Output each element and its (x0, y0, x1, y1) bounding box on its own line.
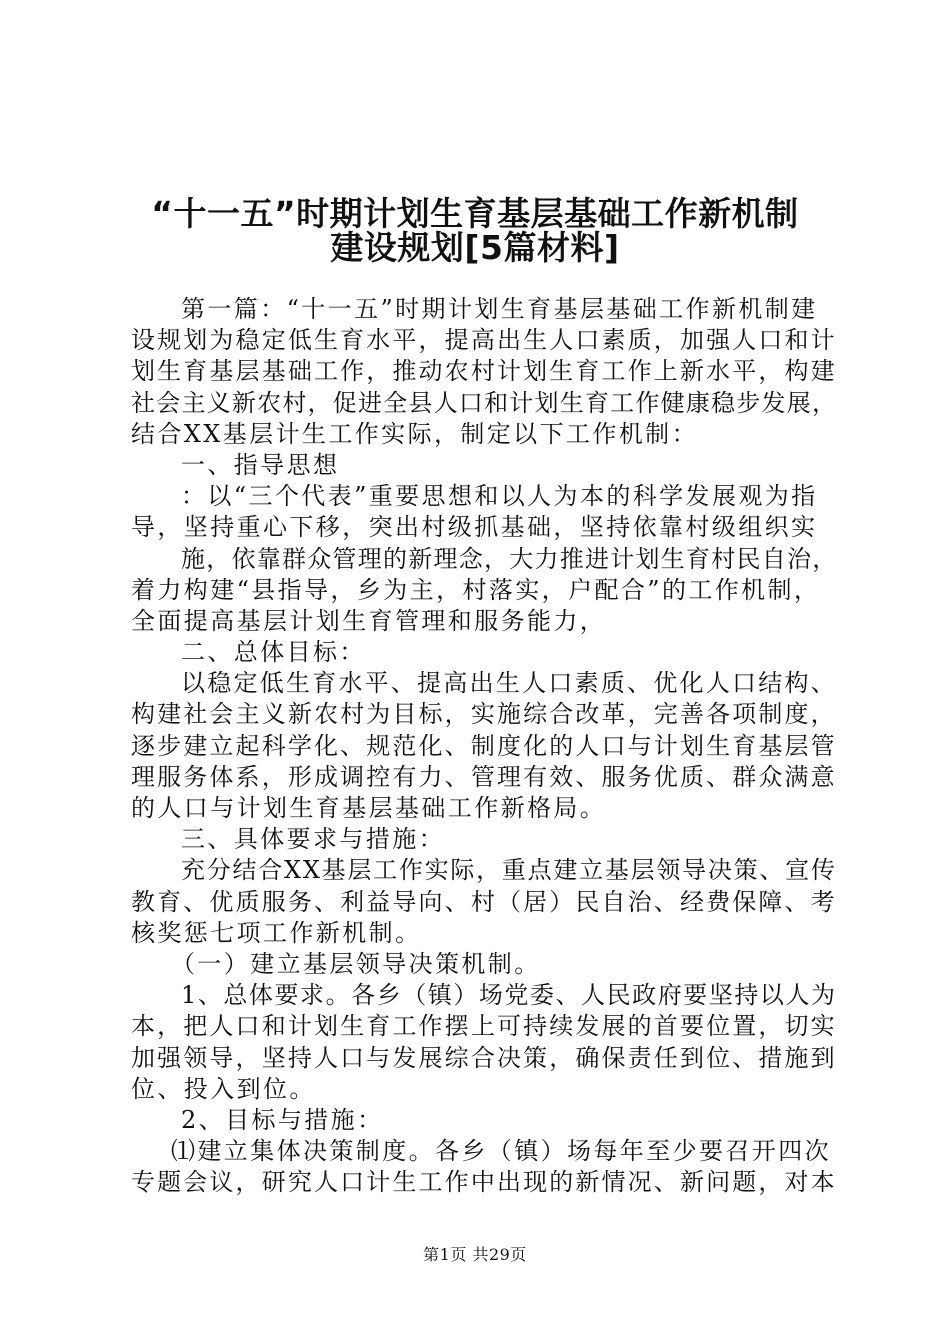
body-text-line: 逐步建立起科学化、规范化、制度化的人口与计划生育基层管 (131, 731, 837, 760)
body-text-line: 理服务体系，形成调控有力、管理有效、服务优质、群众满意 (131, 762, 837, 791)
body-text-line: ：以“三个代表”重要思想和以人为本的科学发展观为指 (181, 482, 818, 511)
body-text-line: 的人口与计划生育基层基础工作新格局。 (131, 794, 607, 822)
body-text-line: 设规划为稳定低生育水平，提高出生人口素质，加强人口和计 (131, 326, 837, 355)
body-text-line: 充分结合XX基层工作实际，重点建立基层领导决策、宣传 (181, 856, 837, 885)
body-text-line: 构建社会主义新农村为目标，实施综合改革，完善各项制度， (131, 700, 837, 729)
body-text-line: 着力构建“县指导，乡为主，村落实，户配合”的工作机制， (131, 575, 821, 604)
body-text-line: 社会主义新农村，促进全县人口和计划生育工作健康稳步发展， (131, 388, 838, 417)
body-text-line: 位、投入到位。 (131, 1074, 316, 1103)
body-text-line: 专题会议，研究人口计生工作中出现的新情况、新问题，对本 (131, 1168, 837, 1197)
body-text-line: 导，坚持重心下移，突出村级抓基础，坚持依靠村级组织实 (131, 513, 818, 542)
body-text-line: （一）建立基层领导决策机制。 (171, 949, 541, 978)
body-text-line: 1、总体要求。各乡（镇）场党委、人民政府要坚持以人为 (181, 981, 837, 1010)
body-text-line: 教育、优质服务、利益导向、村（居）民自治、经费保障、考 (131, 887, 837, 916)
body-text-line: 本，把人口和计划生育工作摆上可持续发展的首要位置，切实 (131, 1012, 837, 1041)
body-text-line: 加强领导，坚持人口与发展综合决策，确保责任到位、措施到 (131, 1043, 837, 1072)
body-text-line: 全面提高基层计划生育管理和服务能力， (131, 606, 607, 635)
body-text-line: 第一篇：“十一五”时期计划生育基层基础工作新机制建 (181, 295, 818, 323)
document-body (131, 294, 838, 1198)
body-text-line: 施，依靠群众管理的新理念，大力推进计划生育村民自治， (181, 544, 838, 573)
body-text-line: 2、目标与措施： (181, 1105, 384, 1134)
body-text-line: 核奖惩七项工作新机制。 (131, 918, 422, 947)
document-title-line-1: “十一五”时期计划生育基层基础工作新机制 (151, 194, 799, 233)
body-text-line: 一、指导思想 (181, 450, 340, 479)
document-title-line-2: 建设规划[5篇材料] (330, 228, 620, 267)
body-text-line: 结合XX基层计生工作实际，制定以下工作机制： (131, 419, 698, 448)
body-text-line: 二、总体目标： (181, 638, 366, 667)
body-text-line: 划生育基层基础工作，推动农村计划生育工作上新水平，构建 (131, 357, 837, 386)
body-text-line: ⑴建立集体决策制度。各乡（镇）场每年至少要召开四次 (171, 1137, 831, 1166)
page-footer: 第1页 共29页 (423, 1245, 527, 1264)
body-text-line: 以稳定低生育水平、提高出生人口素质、优化人口结构、 (181, 669, 837, 698)
body-text-line: 三、具体要求与措施： (181, 825, 445, 854)
